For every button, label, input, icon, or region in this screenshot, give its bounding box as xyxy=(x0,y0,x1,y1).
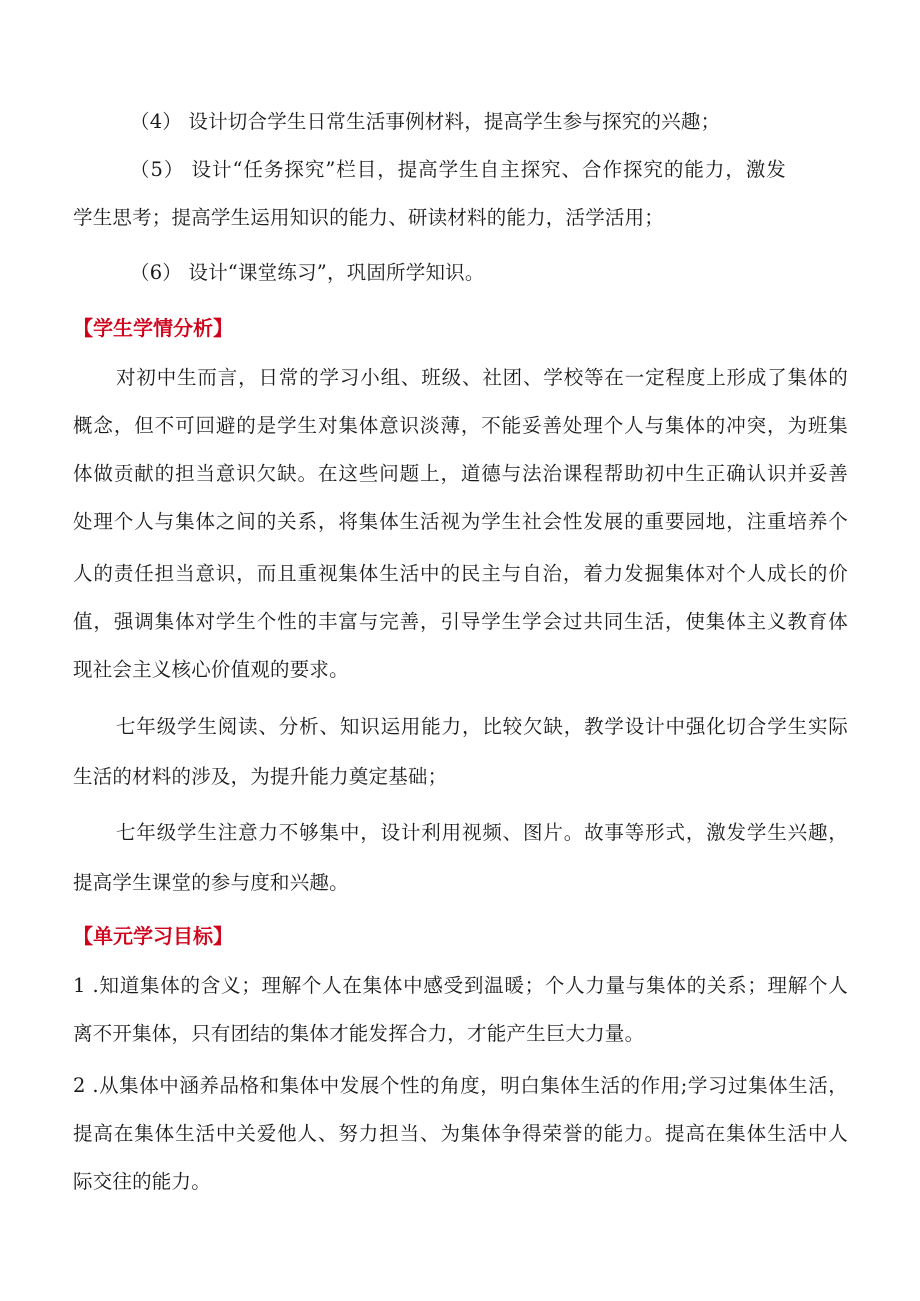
goal-2-line-1: 2 .从集体中涵养品格和集体中发展个性的角度，明白集体生活的作用;学习过集体生活， xyxy=(73,1074,848,1097)
analysis-paragraph-1-line-1: 对初中生而言，日常的学习小组、班级、社团、学校等在一定程度上形成了集体的 xyxy=(116,366,848,389)
section-heading-student-analysis: 【学生学情分析】 xyxy=(73,316,233,340)
goal-2-line-3: 际交往的能力。 xyxy=(73,1170,211,1193)
goal-1-line-1: 1 .知道集体的含义；理解个人在集体中感受到温暖；个人力量与集体的关系；理解个人 xyxy=(73,974,848,997)
design-item-5-line-1: （5） 设计“任务探究”栏目，提高学生自主探究、合作探究的能力，激发 xyxy=(130,158,786,181)
design-item-6: （6） 设计“课堂练习”，巩固所学知识。 xyxy=(130,261,485,284)
design-item-4: （4） 设计切合学生日常生活事例材料，提高学生参与探究的兴趣； xyxy=(130,110,721,133)
analysis-paragraph-3-line-1: 七年级学生注意力不够集中，设计利用视频、图片。故事等形式，激发学生兴趣， xyxy=(116,821,848,844)
section-heading-unit-goals: 【单元学习目标】 xyxy=(73,924,233,948)
analysis-paragraph-2-line-1: 七年级学生阅读、分析、知识运用能力，比较欠缺，教学设计中强化切合学生实际 xyxy=(116,715,848,738)
analysis-paragraph-1-line-2: 概念，但不可回避的是学生对集体意识淡薄，不能妥善处理个人与集体的冲突，为班集 xyxy=(73,414,848,437)
analysis-paragraph-2-line-2: 生活的材料的涉及，为提升能力奠定基础； xyxy=(73,765,448,788)
design-item-5-line-2: 学生思考；提高学生运用知识的能力、研读材料的能力，活学活用； xyxy=(73,206,665,229)
goal-2-line-2: 提高在集体生活中关爱他人、努力担当、为集体争得荣誉的能力。提高在集体生活中人 xyxy=(73,1122,848,1145)
analysis-paragraph-1-line-7: 现社会主义核心价值观的要求。 xyxy=(73,658,349,681)
analysis-paragraph-1-line-3: 体做贡献的担当意识欠缺。在这些问题上，道德与法治课程帮助初中生正确认识并妥善 xyxy=(73,462,848,485)
goal-1-line-2: 离不开集体，只有团结的集体才能发挥合力，才能产生巨大力量。 xyxy=(73,1022,645,1045)
analysis-paragraph-3-line-2: 提高学生课堂的参与度和兴趣。 xyxy=(73,871,349,894)
analysis-paragraph-1-line-6: 值，强调集体对学生个性的丰富与完善，引导学生学会过共同生活，使集体主义教育体 xyxy=(73,610,848,633)
analysis-paragraph-1-line-5: 人的责任担当意识，而且重视集体生活中的民主与自治，着力发掘集体对个人成长的价 xyxy=(73,562,848,585)
analysis-paragraph-1-line-4: 处理个人与集体之间的关系，将集体生活视为学生社会性发展的重要园地，注重培养个 xyxy=(73,510,848,533)
